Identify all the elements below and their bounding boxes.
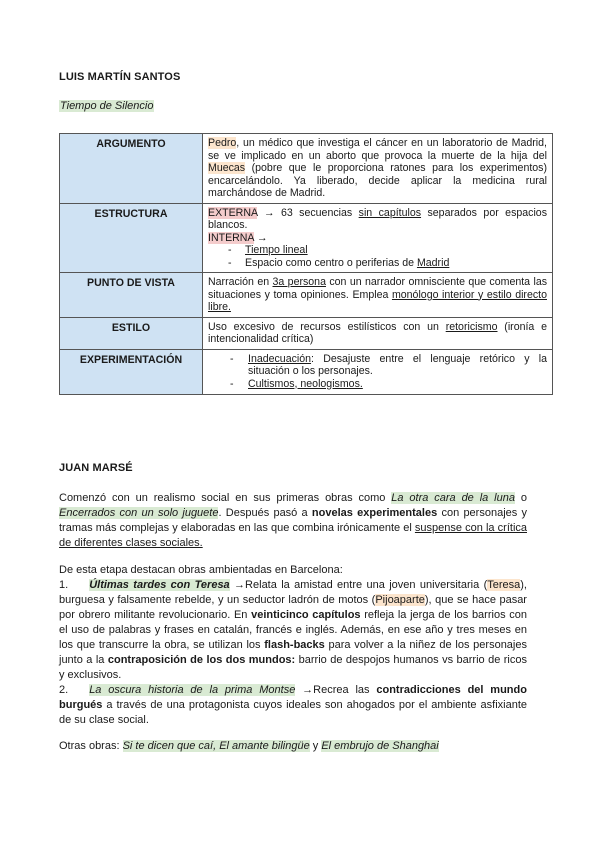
text: , un médico que investiga el cáncer en un laboratorio de Madrid, se ve implicado en un aborto que provoca la muerte de la hija del (208, 137, 547, 162)
text: →Recrea las (295, 684, 377, 696)
label-argumento: ARGUMENTO (60, 134, 203, 204)
paragraph-other-works (59, 739, 527, 754)
suspense-critica: suspense con la crítica de diferentes clases sociales. (59, 522, 527, 549)
works-intro: De esta etapa destacan obras ambientadas en Barcelona: (59, 564, 343, 576)
cell-argumento (203, 134, 553, 204)
item-number: 1. (59, 579, 69, 591)
text: a través de una protagonista cuyos ideales son ahogados por el ambiente asfixiante de su clase social. (59, 699, 527, 726)
item-text: Espacio como centro o periferias de (245, 256, 417, 269)
table-row-estructura (60, 203, 553, 273)
cell-estructura (203, 203, 553, 273)
other-works-label: Otras obras: (59, 740, 123, 752)
novelas-experimentales: novelas experimentales (311, 507, 438, 519)
text: ), burguesa y falsamente rebelde, y un seductor ladrón de motos ( (59, 579, 527, 606)
table-row-argumento (60, 134, 553, 204)
name-pijoaparte: Pijoaparte (375, 594, 425, 606)
label-experimentacion: EXPERIMENTACIÓN (60, 349, 203, 395)
cell-estilo (203, 317, 553, 349)
paragraph-intro (59, 491, 527, 551)
work-encerrados: Encerrados con un solo juguete (59, 507, 219, 519)
text: →Relata la amistad entre una joven universitaria ( (229, 579, 488, 591)
monologo: monólogo interior y estilo directo libre. (208, 288, 547, 313)
work-oscura-historia: La oscura historia de la prima Montse (89, 684, 296, 696)
name-teresa: Teresa (487, 579, 521, 591)
item-text: Tiempo lineal (245, 244, 308, 256)
contradicciones: contradicciones del mundo burgués (59, 684, 527, 711)
estructura-list (208, 244, 547, 269)
text: Uso excesivo de recursos estilísticos con un (208, 320, 446, 333)
sin-capitulos: sin capítulos (358, 206, 422, 219)
work-embrujo: El embrujo de Shanghai (321, 740, 439, 752)
flash-backs: flash-backs (264, 639, 325, 651)
author-heading-juan-marse: JUAN MARSÉ (59, 462, 133, 474)
text: con personajes y tramas más complejas y elaboradas en las que combina irónicamente el (59, 507, 528, 534)
work-otra-cara: La otra cara de la luna (391, 492, 515, 504)
text: con un narrador omnisciente que comenta las situaciones y toma opiniones. Emplea (208, 276, 548, 301)
work-ultimas-tardes: Últimas tardes con Teresa (89, 579, 230, 591)
text: → 63 secuencias (257, 206, 359, 219)
text: para volver a la niñez de los personajes junto a la (59, 639, 527, 666)
table-row-experimentacion (60, 349, 553, 395)
name-pedro: Pedro (208, 137, 237, 149)
table-row-estilo (60, 317, 553, 349)
text: . Después pasó a (218, 507, 312, 519)
text: ), que se hace pasar por obrero militante revolucionario. En (59, 594, 527, 621)
name-muecas: Muecas (208, 162, 246, 174)
cell-punto-de-vista (203, 273, 553, 318)
retoricismo: retoricismo (445, 320, 498, 333)
table-row-punto-de-vista (60, 273, 553, 318)
contraposicion: contraposición de los dos mundos: (107, 654, 296, 666)
list-item (208, 257, 547, 270)
work-si-te-dicen: Si te dicen que caí, El amante bilingüe (122, 740, 310, 752)
work-item-2 (59, 683, 527, 728)
text: (pobre que le proporciona ratones para los experimentos) encarcelándolo. Ya liberado, decide aplicar la medicina rural marchándose de Madrid. (208, 162, 547, 199)
label-estructura: ESTRUCTURA (60, 203, 203, 273)
text: y (309, 740, 322, 752)
list-item (208, 378, 547, 391)
item-text: : Desajuste entre el lenguaje retórico y la situación o los personajes. (248, 352, 547, 377)
interna: INTERNA (208, 231, 254, 244)
label-estilo: ESTILO (60, 317, 203, 349)
work-item-1 (59, 578, 527, 683)
list-item (208, 244, 547, 257)
externa: EXTERNA (208, 206, 258, 219)
text: Comenzó con un realismo social en sus primeras obras como (59, 492, 392, 504)
analysis-table (59, 133, 553, 395)
text: barrio de despojos humanos vs barrio de ricos y exclusivos. (59, 654, 527, 681)
arrow: → (253, 231, 268, 244)
text: refleja la jerga de los barrios con el uso de palabras y frases en catalán, francés e inglés. Además, en ese año y tres meses en los que transcurre la obra, se utilizan los (59, 609, 527, 651)
author-heading-martin-santos: LUIS MARTÍN SANTOS (59, 71, 181, 83)
experimentacion-list (208, 353, 547, 391)
list-item (208, 353, 547, 378)
item-madrid: Madrid (416, 256, 450, 269)
paragraph-works (59, 563, 527, 728)
persona: 3a persona (272, 276, 326, 288)
text: separados por espacios blancos. (208, 206, 547, 231)
text: (ironía e intencionalidad crítica) (208, 320, 547, 345)
item-number: 2. (59, 684, 69, 696)
label-punto-de-vista: PUNTO DE VISTA (60, 273, 203, 318)
cell-experimentacion (203, 349, 553, 395)
veinticinco-capitulos: veinticinco capítulos (251, 609, 361, 621)
text: Narración en (208, 276, 273, 288)
inadecuacion: Inadecuación (248, 352, 312, 365)
work-title-tiempo-de-silencio: Tiempo de Silencio (60, 100, 154, 112)
text: o (514, 492, 527, 504)
item-text: Cultismos, neologismos. (248, 377, 363, 390)
